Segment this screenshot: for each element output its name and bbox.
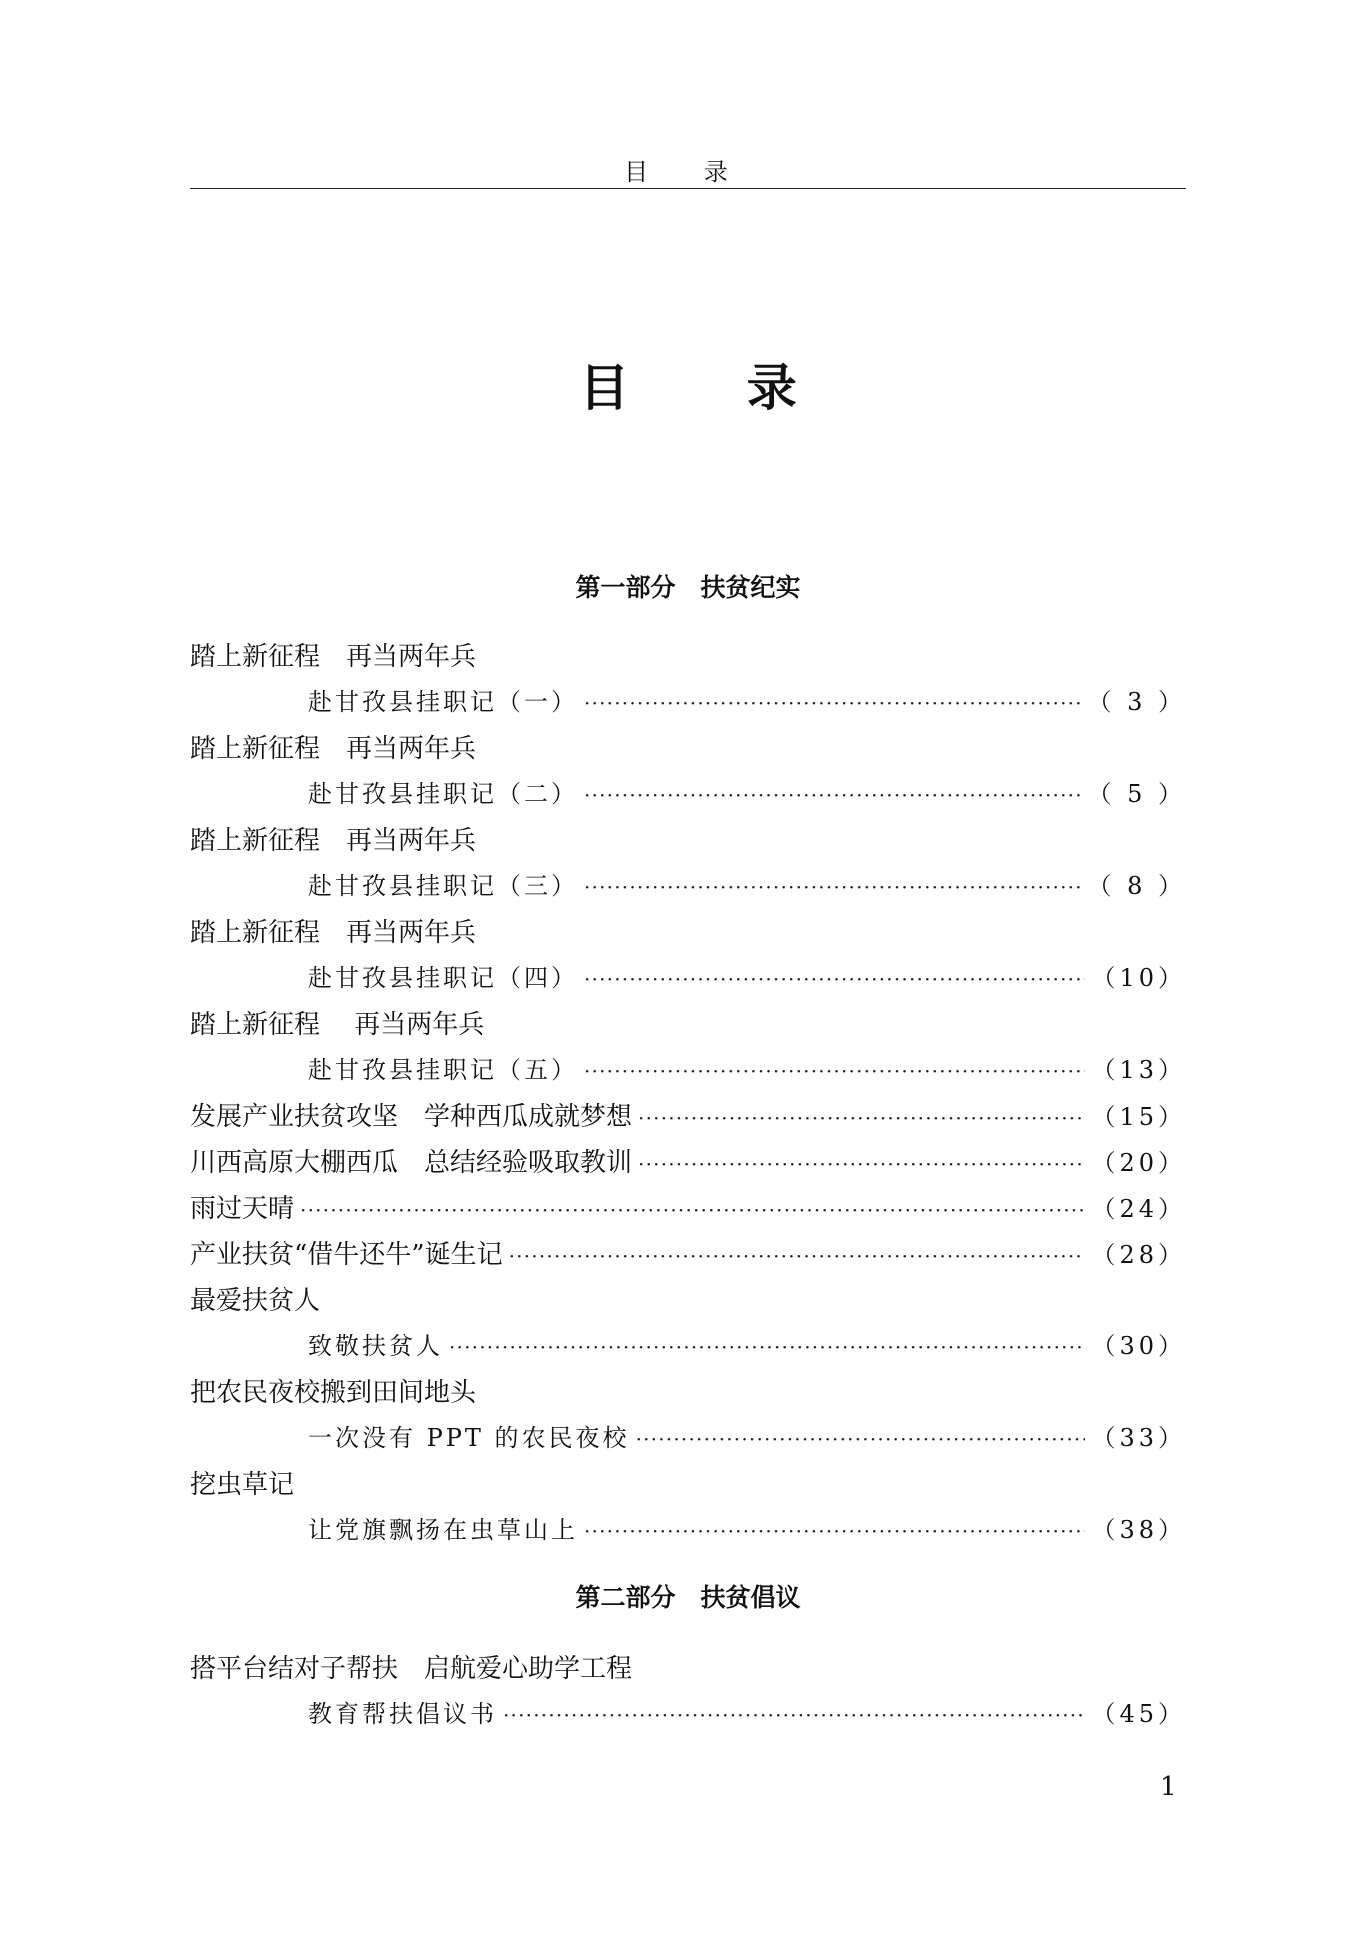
page-title: 目 录 — [579, 358, 847, 417]
part-title-1: 第一部分 扶贫纪实 — [575, 573, 801, 602]
toc-page-number: （45） — [1091, 1700, 1186, 1728]
toc-entry-title: 发展产业扶贫攻坚 学种西瓜成就梦想 — [190, 1102, 633, 1132]
toc-entry[interactable] — [308, 682, 1186, 718]
toc-entry-title: 川西高原大棚西瓜 总结经验吸取教训 — [190, 1148, 633, 1178]
toc-page-number: （30） — [1091, 1332, 1186, 1360]
toc-page-number: （ 8 ） — [1087, 872, 1186, 900]
dot-leader — [584, 1519, 1085, 1543]
toc-entry-title: 赴甘孜县挂职记（五） — [308, 1056, 578, 1084]
toc-entry[interactable] — [308, 1326, 1186, 1362]
toc-entry-title: 一次没有 PPT 的农民夜校 — [308, 1424, 630, 1452]
toc-entry-title: 踏上新征程 再当两年兵 — [190, 642, 477, 672]
dot-leader — [636, 1427, 1086, 1451]
toc-entry-title: 踏上新征程 再当两年兵 — [190, 826, 477, 856]
toc-page-number: （28） — [1091, 1241, 1186, 1269]
dot-leader — [584, 783, 1081, 807]
toc-entry-title: 搭平台结对子帮扶 启航爱心助学工程 — [190, 1654, 633, 1684]
toc-entry-title: 赴甘孜县挂职记（二） — [308, 780, 578, 808]
toc-entry[interactable] — [308, 958, 1186, 994]
toc-entry-title: 踏上新征程 再当两年兵 — [190, 918, 477, 948]
toc-page-number: （24） — [1091, 1195, 1186, 1223]
toc-entry-title: 赴甘孜县挂职记（一） — [308, 688, 578, 716]
page-number: 1 — [1160, 1772, 1177, 1802]
toc-entry[interactable] — [308, 1694, 1186, 1730]
toc-page-number: （ 3 ） — [1087, 688, 1186, 716]
toc-entry[interactable] — [190, 1234, 1186, 1270]
toc-page-number: （33） — [1091, 1424, 1186, 1452]
toc-entry-title: 赴甘孜县挂职记（四） — [308, 964, 578, 992]
dot-leader — [509, 1244, 1086, 1268]
toc-page-number: （13） — [1091, 1056, 1186, 1084]
toc-entry-title: 赴甘孜县挂职记（三） — [308, 872, 578, 900]
toc-page-number: （ 5 ） — [1087, 780, 1186, 808]
toc-entry-title: 致敬扶贫人 — [308, 1332, 443, 1360]
toc-entry-title: 踏上新征程 再当两年兵 — [190, 1010, 485, 1040]
toc-entry[interactable] — [190, 1372, 1186, 1408]
toc-entry[interactable] — [190, 1188, 1186, 1224]
header-rule — [190, 188, 1186, 189]
toc-page-number: （20） — [1091, 1149, 1186, 1177]
toc-entry-title: 踏上新征程 再当两年兵 — [190, 734, 477, 764]
dot-leader — [584, 875, 1081, 899]
toc-entry-title: 挖虫草记 — [190, 1470, 295, 1500]
toc-entry[interactable] — [308, 1050, 1186, 1086]
toc-entry[interactable] — [190, 636, 1186, 672]
toc-entry-title: 最爱扶贫人 — [190, 1286, 321, 1316]
dot-leader — [584, 691, 1081, 715]
toc-entry[interactable] — [308, 1418, 1186, 1454]
toc-entry[interactable] — [190, 1464, 1186, 1500]
toc-entry[interactable] — [190, 1142, 1186, 1178]
toc-page-number: （15） — [1091, 1103, 1186, 1131]
dot-leader — [449, 1335, 1085, 1359]
part-title-2: 第二部分 扶贫倡议 — [575, 1583, 801, 1612]
dot-leader — [638, 1106, 1085, 1130]
toc-entry-title: 把农民夜校搬到田间地头 — [190, 1378, 477, 1408]
toc-entry[interactable] — [190, 912, 1186, 948]
toc-entry-title: 让党旗飘扬在虫草山上 — [308, 1516, 578, 1544]
toc-entry[interactable] — [308, 866, 1186, 902]
running-head: 目 录 — [624, 158, 752, 186]
dot-leader — [584, 967, 1085, 991]
dot-leader — [503, 1703, 1085, 1727]
toc-entry[interactable] — [190, 1096, 1186, 1132]
toc-entry[interactable] — [308, 1510, 1186, 1546]
toc-page-number: （10） — [1091, 964, 1186, 992]
toc-entry-title: 教育帮扶倡议书 — [308, 1700, 497, 1728]
toc-entry[interactable] — [190, 1004, 1186, 1040]
toc-entry[interactable] — [190, 728, 1186, 764]
dot-leader — [584, 1059, 1085, 1083]
toc-entry[interactable] — [308, 774, 1186, 810]
toc-entry-title: 产业扶贫“借牛还牛”诞生记 — [190, 1240, 503, 1270]
toc-entry[interactable] — [190, 1648, 1186, 1684]
toc-entry[interactable] — [190, 820, 1186, 856]
toc-entry-title: 雨过天晴 — [190, 1194, 295, 1224]
toc-entry[interactable] — [190, 1280, 1186, 1316]
dot-leader — [638, 1152, 1085, 1176]
toc-page-number: （38） — [1091, 1516, 1186, 1544]
dot-leader — [300, 1198, 1085, 1222]
